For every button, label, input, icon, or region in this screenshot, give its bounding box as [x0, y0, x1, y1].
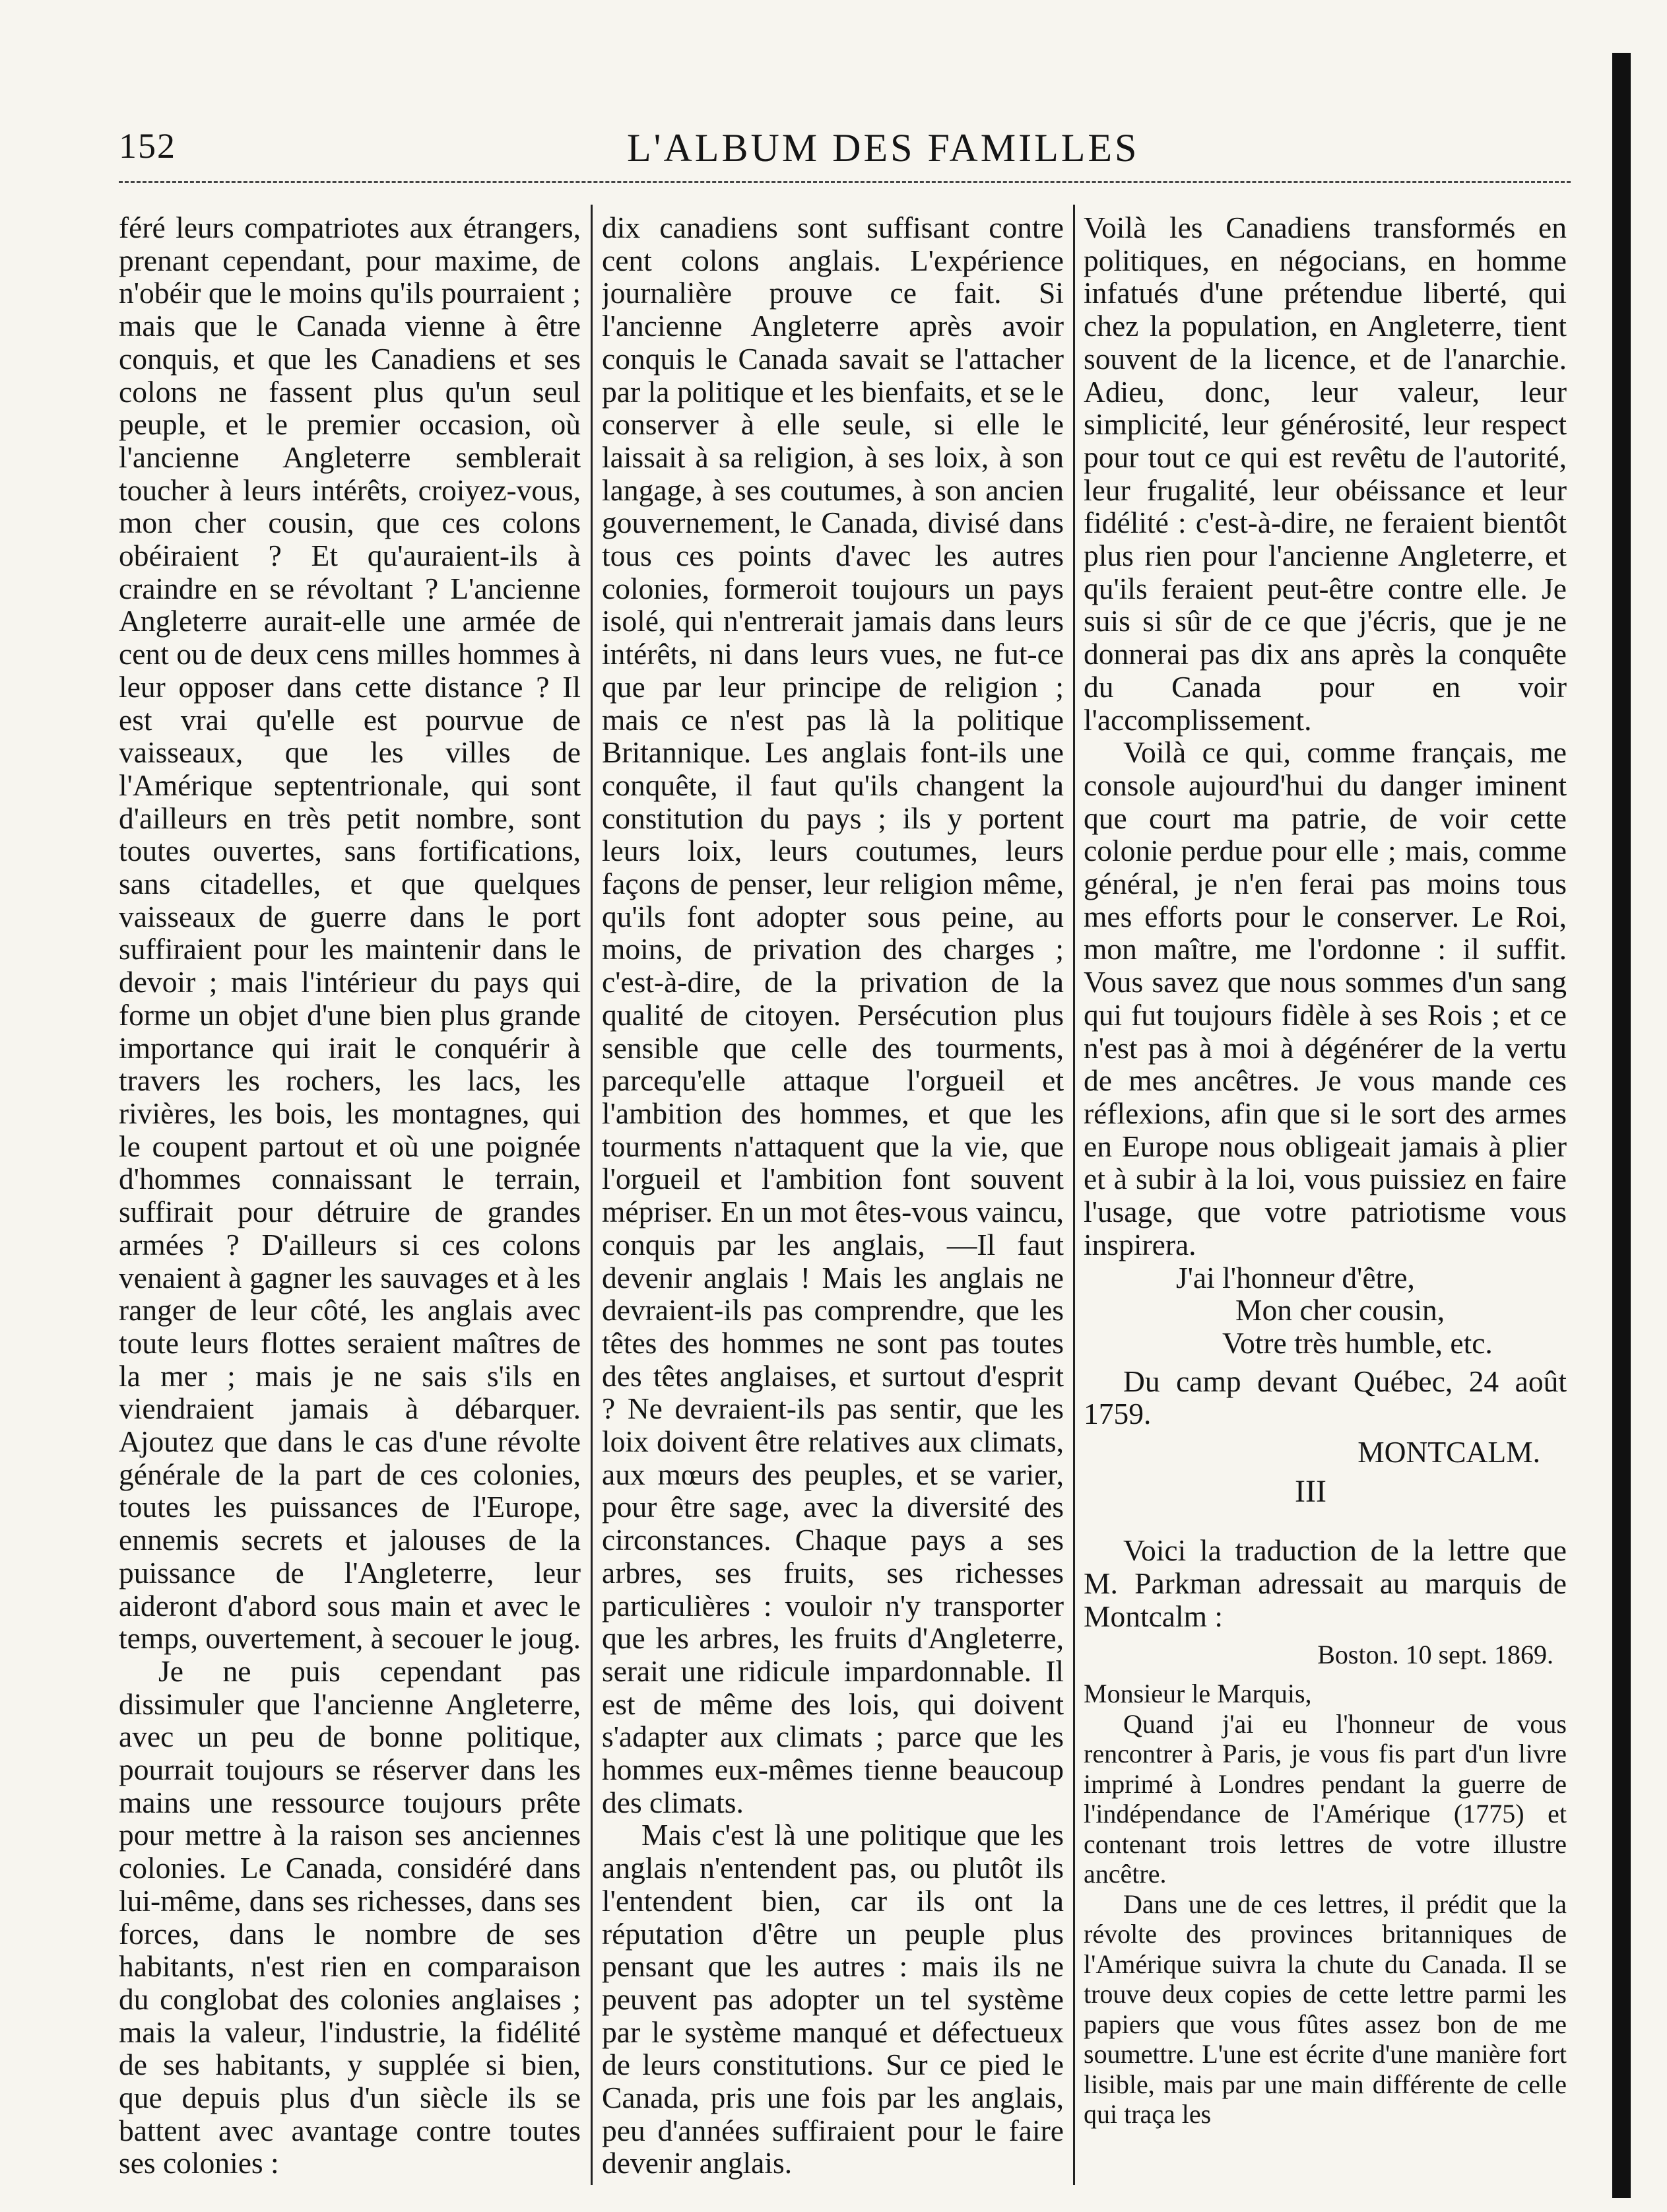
closing-line: Votre très humble, etc.: [1222, 1325, 1493, 1360]
paragraph: Voilà les Canadiens transformés en politiques, en négocians, en homme infatués d'une prétendue liberté, qui chez la population, en Angleterre, tient souvent de la licence, et de l'anarchie. Adieu, donc, leur valeur, leur simplicité, leur générosité, leur respect pour tout ce qui est revêtu de l'autorité, leur frugalité, leur obéissance et leur fidélité : c'est-à-dire, ne feraient bientôt plus rien pour l'ancienne Angleterre, et qu'ils feraient peut-être contre elle. Je suis si sûr de ce que j'écris, que je ne donnerai pas dix ans après la conquête du Canada pour en voir l'accomplissement.: [1084, 211, 1567, 737]
text-column-2: [602, 211, 1064, 2185]
letter-date: Boston. 10 sept. 1869.: [1317, 1639, 1553, 1669]
paragraph: dix canadiens sont suffisant contre cent colons anglais. L'expérience journalière prouve ce fait. Si l'ancienne Angleterre après avoir conquis le Canada savait se l'attacher par la politique et les bienfaits, et se le conserver à elle seule, si elle le laissait à sa religion, à ses loix, à son langage, à ses coutumes, à son ancien gouvernement, le Canada, divisé dans tous ces points d'avec les autres colonies, formeroit toujours un pays isolé, qui n'entrerait jamais dans leurs intérêts, ni dans leurs vues, ne fut-ce que par leur principe de religion ; mais ce n'est pas là la politique Britannique. Les anglais font-ils une conquête, il faut qu'ils changent la constitution du pays ; ils y portent leurs loix, leurs coutumes, leurs façons de penser, leur religion même, qu'ils font adopter sous peine, au moins, de privation des charges ; c'est-à-dire, de la privation de la qualité de citoyen. Persécution plus sensible que celle des tourments, parcequ'elle attaque l'orgueil et l'ambition des hommes, et que les tourments n'attaquent que la vie, que l'orgueil et l'ambition font souvent mépriser. En un mot êtes-vous vaincu, conquis par les anglais, —Il faut devenir anglais ! Mais les anglais ne devraient-ils pas comprendre, que les têtes des hommes ne sont pas toutes des têtes anglaises, et surtout d'esprit ? Ne devraient-ils pas sentir, que les loix doivent être relatives aux climats, aux mœurs des peuples, et se varier, pour être sage, avec la diversité des circonstances. Chaque pays a ses arbres, ses fruits, ses richesses particulières : vouloir n'y transporter que les arbres, les fruits d'Angleterre, serait une ridicule impardonnable. Il est de même des lois, qui doivent s'adapter aux climats ; parce que les hommes eux-mêmes tienne beaucoup des climats.: [602, 211, 1064, 1819]
paragraph: Je ne puis cependant pas dissimuler que l'ancienne Angleterre, avec un peu de bonne politique, pourrait toujours se réserver dans les mains une ressource toujours prête pour mettre à la raison ses anciennes colonies. Le Canada, considéré dans lui-même, dans ses richesses, dans ses forces, dans le nombre de ses habitants, n'est rien en comparaison du conglobat des colonies anglaises ; mais la valeur, l'industrie, la fidélité de ses habitants, y supplée si bien, que depuis plus d'un siècle ils se battent avec avantage contre toutes ses colonies :: [119, 1654, 581, 2180]
letter-closing: [1084, 1261, 1567, 1360]
page-header: [119, 125, 1571, 198]
page-number: 152: [119, 126, 176, 166]
header-rule: [119, 181, 1571, 183]
intro-paragraph: Voici la traduction de la lettre que M. Parkman adressait au marquis de Montcalm :: [1084, 1533, 1567, 1633]
closing-line: J'ai l'honneur d'être,: [1176, 1260, 1415, 1294]
text-column-3: [1084, 211, 1567, 2185]
letter-paragraph: Quand j'ai eu l'honneur de vous rencontrer à Paris, je vous fis part d'un livre imprimé à Londres pendant la guerre de l'indépendance de l'Amérique (1775) et contenant trois lettres de votre illustre ancêtre.: [1084, 1708, 1567, 1889]
paragraph: Mais c'est là une politique que les anglais n'entendent pas, ou plutôt ils l'entendent bien, car ils ont la réputation d'être un peuple plus pensant que les autres : mais ils ne peuvent pas adopter un tel système par le système manqué et défectueux de leurs constitutions. Sur ce pied le Canada, pris une fois par les anglais, peu d'années suffiraient pour le faire devenir anglais.: [602, 1818, 1064, 2180]
section-number: III: [1295, 1473, 1326, 1509]
scan-edge-bar: [1612, 53, 1631, 2198]
salutation: Monsieur le Marquis,: [1084, 1679, 1312, 1709]
place-date: Du camp devant Québec, 24 août 1759.: [1084, 1364, 1567, 1431]
running-title: L'ALBUM DES FAMILLES: [627, 126, 1140, 170]
signature: MONTCALM.: [1357, 1435, 1540, 1469]
paragraph: féré leurs compatriotes aux étrangers, prenant cependant, pour maxime, de n'obéir que le moins qu'ils pourraient ; mais que le Canada vienne à être conquis, et que les Canadiens et ses colons ne fassent plus qu'un seul peuple, et le premier occasion, où l'ancienne Angleterre semblerait toucher à leurs intérêts, croiyez-vous, mon cher cousin, que ces colons obéiraient ? Et qu'auraient-ils à craindre en se révoltant ? L'ancienne Angleterre aurait-elle une armée de cent ou de deux cens milles hommes à leur opposer dans cette distance ? Il est vrai qu'elle est pourvue de vaisseaux, que les villes de l'Amérique septentrionale, qui sont d'ailleurs en très petit nombre, sont toutes ouvertes, sans fortifications, sans citadelles, et que quelques vaisseaux de guerre dans le port suffiraient pour les maintenir dans le devoir ; mais l'intérieur du pays qui forme un objet d'une bien plus grande importance qui irait le conquérir à travers les rochers, les lacs, les rivières, les bois, les montagnes, qui le coupent partout et où une poignée d'hommes connaissant le terrain, suffirait pour détruire de grandes armées ? D'ailleurs si ces colons venaient à gagner les sauvages et à les ranger de leur côté, les anglais avec toute leurs flottes seraient maîtres de la mer ; mais je ne sais s'ils en viendraient jamais à débarquer. Ajoutez que dans le cas d'une révolte générale de la part de ces colonies, toutes les puissances de l'Europe, ennemis secrets et jalouses de la puissance de l'Angleterre, leur aideront d'abord sous main et avec le temps, ouvertement, à secouer le joug.: [119, 211, 581, 1656]
column-divider: [1073, 205, 1075, 2185]
letter-paragraph: Dans une de ces lettres, il prédit que la révolte des provinces britanniques de l'Amérique suivra la chute du Canada. Il se trouve deux copies de cette lettre parmi les papiers que vous fûtes assez bon de me soumettre. L'une est écrite d'une manière fort lisible, mais par une main différente de celle qui traça les: [1084, 1889, 1567, 2129]
text-column-1: [119, 211, 581, 2185]
column-divider: [591, 205, 593, 2185]
closing-line: Mon cher cousin,: [1235, 1293, 1445, 1327]
paragraph: Voilà ce qui, comme français, me console aujourd'hui du danger iminent que court ma patrie, de voir cette colonie perdue pour elle ; mais, comme général, je n'en ferai pas moins tous mes efforts pour le conserver. Le Roi, mon maître, me l'ordonne : il suffit. Vous savez que nous sommes d'un sang qui fut toujours fidèle à ses Rois ; et ce n'est pas à moi à dégénérer de la vertu de mes ancêtres. Je vous mande ces réflexions, afin que si le sort des armes en Europe nous obligeait jamais à plier et à subir à la loi, vous puissiez en faire l'usage, que votre patriotisme vous inspirera.: [1084, 735, 1567, 1261]
